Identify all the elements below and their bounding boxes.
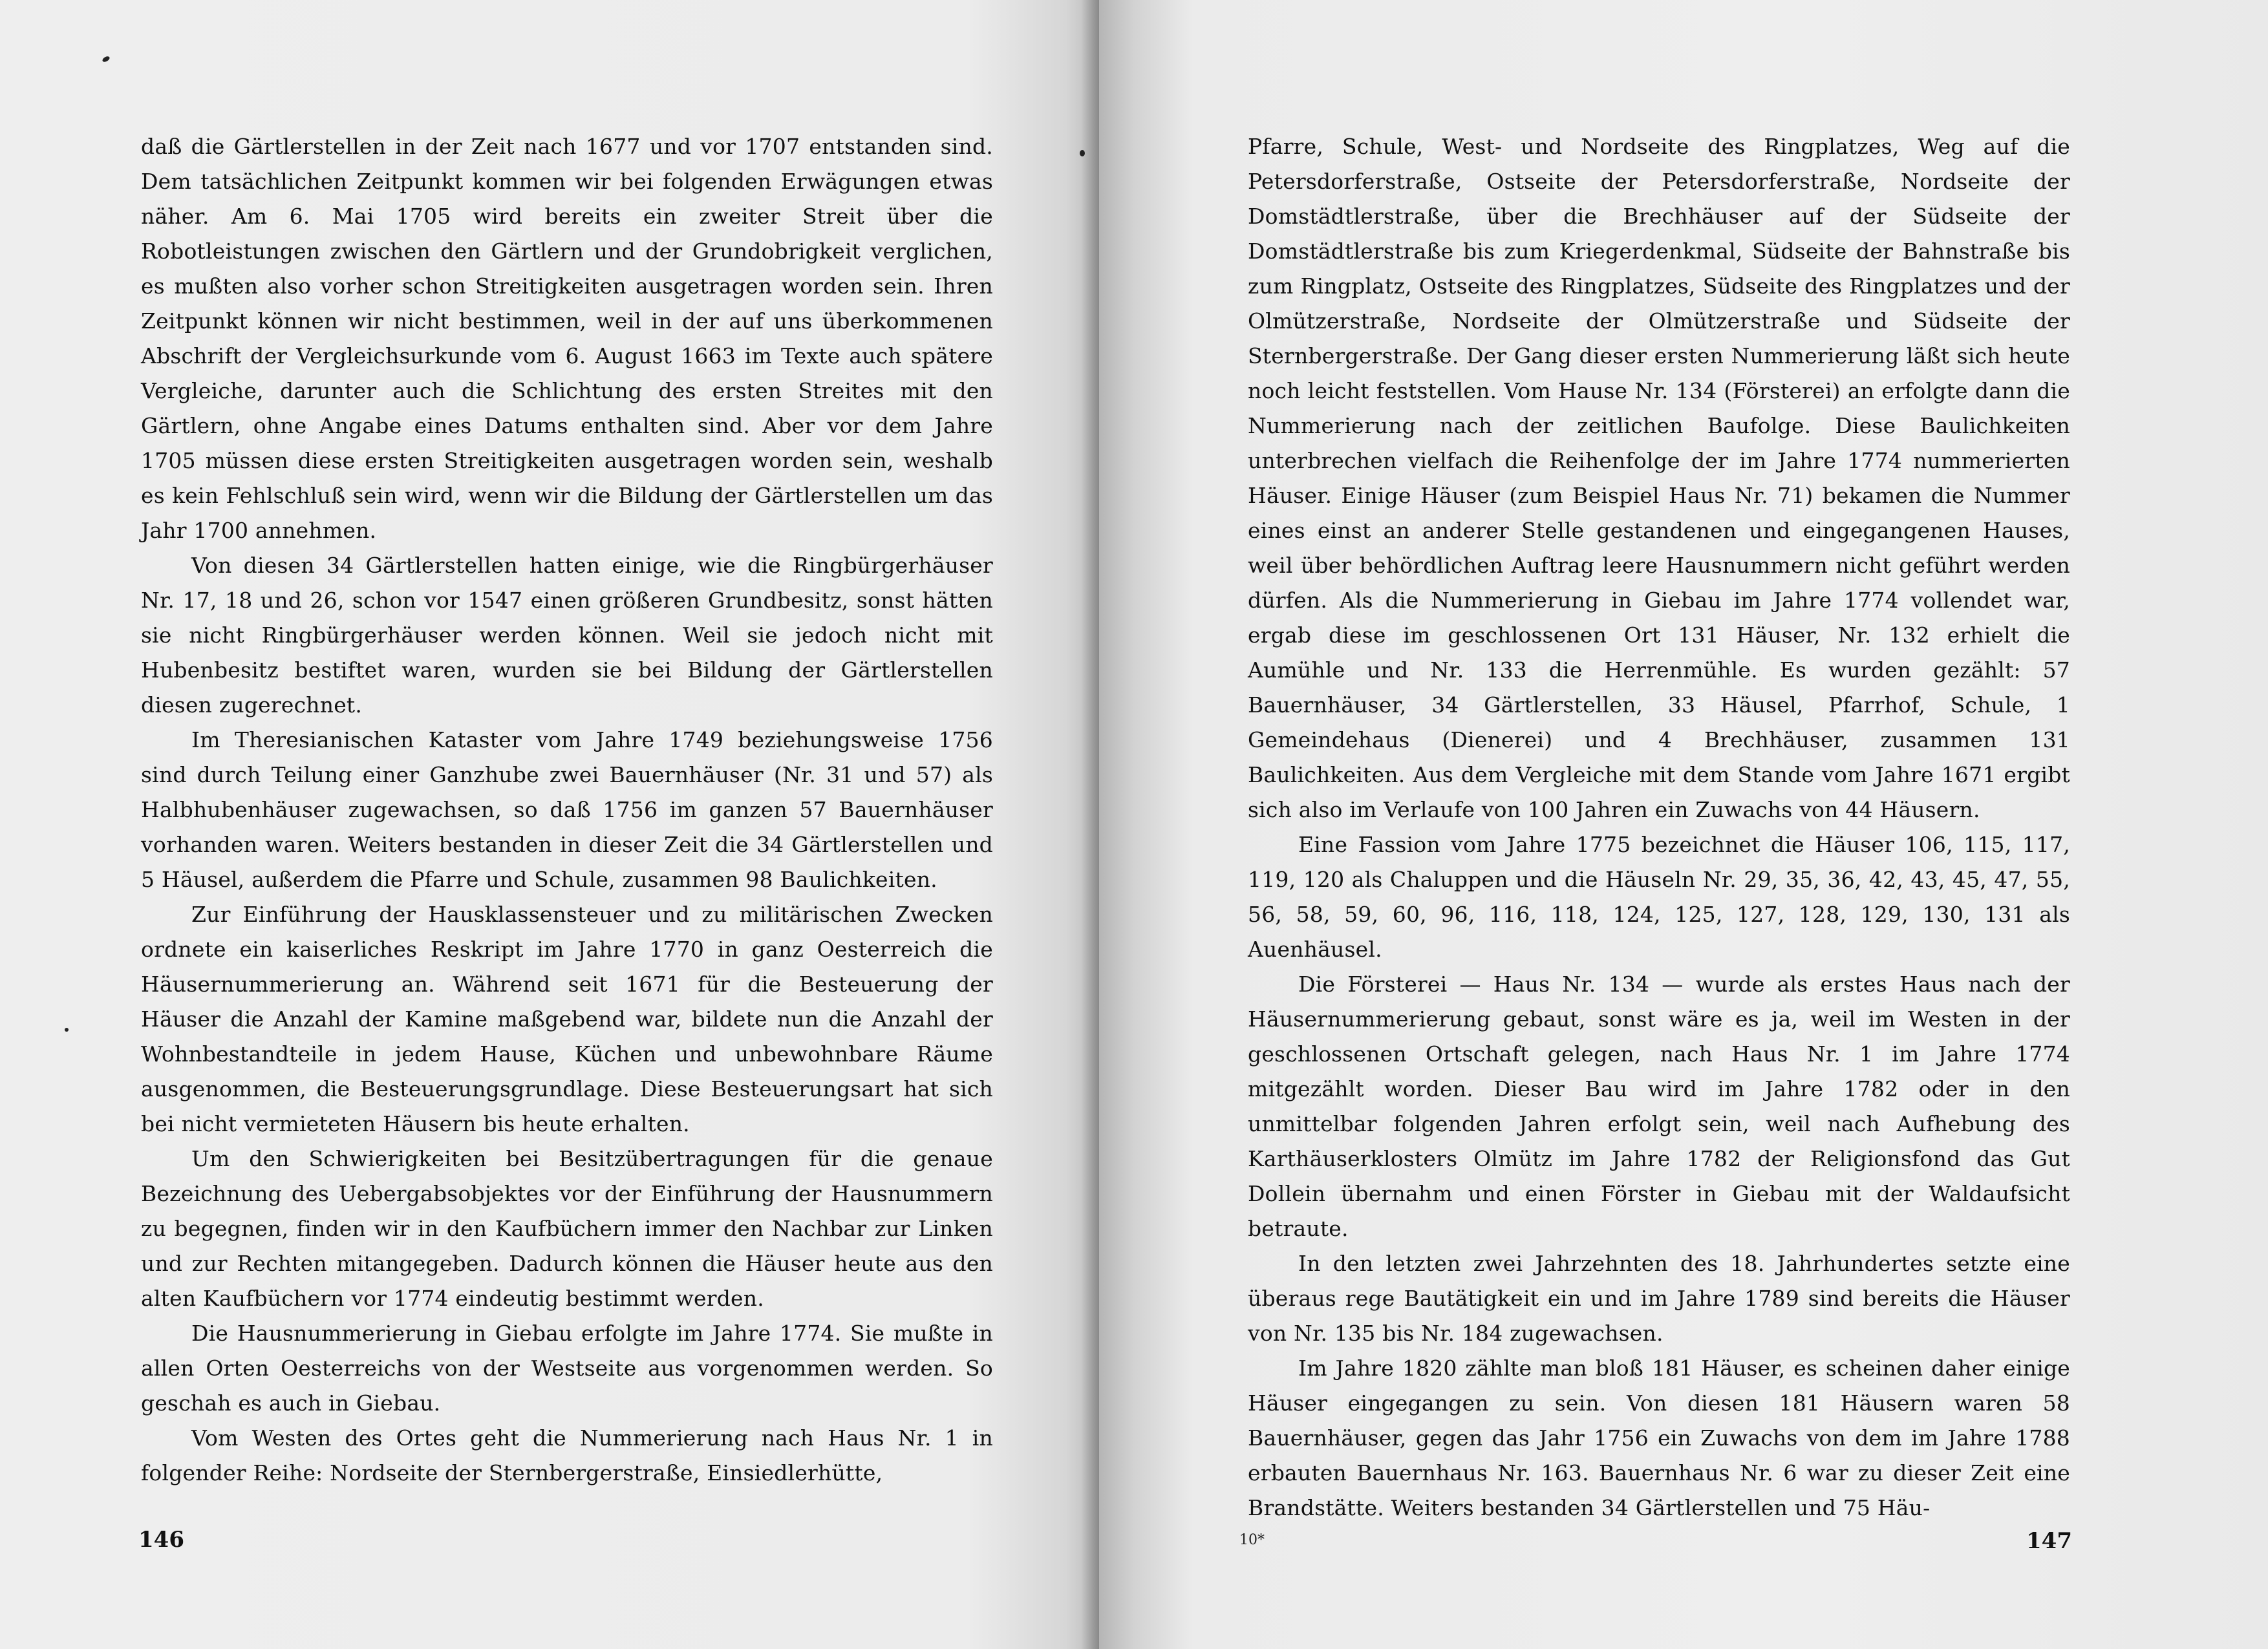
- paragraph: Vom Westen des Ortes geht die Nummerierung nach Haus Nr. 1 in folgender Reihe: Nordseite der Sternbergerstraße, Einsiedlerhütte,: [141, 1425, 993, 1485]
- paragraph: daß die Gärtlerstellen in der Zeit nach 1677 und vor 1707 entstanden sind. Dem tatsächlichen Zeitpunkt kommen wir bei folgenden Erwägungen etwas näher. Am 6. Mai 1705 wird bereits ein zweiter Streit über die Robotleistungen zwischen den Gärtlern und der Grundobrigkeit verglichen, es mußten also vorher schon Streitigkeiten ausgetragen worden sein. Ihren Zeitpunkt können wir nicht bestimmen, weil in der auf uns überkommenen Abschrift der Vergleichsurkunde vom 6. August 1663 im Texte auch spätere Vergleiche, darunter auch die Schlichtung des ersten Streites mit den Gärtlern, ohne Angabe eines Datums enthalten sind. Aber vor dem Jahre 1705 müssen diese ersten Streitigkeiten ausgetragen worden sein, weshalb es kein Fehlschluß sein wird, wenn wir die Bildung der Gärtlerstellen um das Jahr 1700 annehmen.: [141, 134, 993, 543]
- signature-mark: 10*: [1239, 1532, 1265, 1548]
- paragraph: In den letzten zwei Jahrzehnten des 18. Jahrhundertes setzte eine überaus rege Bautätigkeit ein und im Jahre 1789 sind bereits die Häuser von Nr. 135 bis Nr. 184 zugewachsen.: [1248, 1251, 2070, 1346]
- paragraph: Um den Schwierigkeiten bei Besitzübertragungen für die genaue Bezeichnung des Uebergabsobjektes vor der Einführung der Hausnummern zu begegnen, finden wir in den Kaufbüchern immer den Nachbar zur Linken und zur Rechten mitangegeben. Dadurch können die Häuser heute aus den alten Kaufbüchern vor 1774 eindeutig bestimmt werden.: [141, 1146, 993, 1311]
- page-number-right: 147: [2026, 1528, 2072, 1554]
- paragraph: Zur Einführung der Hausklassensteuer und zu militärischen Zwecken ordnete ein kaiserliches Reskript im Jahre 1770 in ganz Oesterreich die Häusernummerierung an. Während seit 1671 für die Besteuerung der Häuser die Anzahl der Kamine maßgebend war, bildete nun die Anzahl der Wohnbestandteile in jedem Hause, Küchen und unbewohnbare Räume ausgenommen, die Besteuerungsgrundlage. Diese Besteuerungsart hat sich bei nicht vermieteten Häusern bis heute erhalten.: [141, 902, 993, 1136]
- paragraph: Die Försterei — Haus Nr. 134 — wurde als erstes Haus nach der Häusernummerierung gebaut, sonst wäre es ja, weil im Westen in der geschlossenen Ortschaft gelegen, nach Haus Nr. 1 im Jahre 1774 mitgezählt worden. Dieser Bau wird im Jahre 1782 oder in den unmittelbar folgenden Jahren erfolgt sein, weil nach Aufhebung des Karthäuserklosters Olmütz im Jahre 1782 der Religionsfond das Gut Dollein übernahm und einen Förster in Giebau mit der Waldaufsicht betraute.: [1248, 972, 2070, 1241]
- paragraph: Die Hausnummerierung in Giebau erfolgte im Jahre 1774. Sie mußte in allen Orten Oesterreichs von der Westseite aus vorgenommen werden. So geschah es auch in Giebau.: [141, 1321, 993, 1416]
- paragraph: Im Theresianischen Kataster vom Jahre 1749 beziehungsweise 1756 sind durch Teilung einer Ganzhube zwei Bauernhäuser (Nr. 31 und 57) als Halbhubenhäuser zugewachsen, so daß 1756 im ganzen 57 Bauernhäuser vorhanden waren. Weiters bestanden in dieser Zeit die 34 Gärtlerstellen und 5 Häusel, außerdem die Pfarre und Schule, zusammen 98 Baulichkeiten.: [141, 727, 993, 892]
- right-page-body: [1248, 129, 2070, 1526]
- paragraph: Von diesen 34 Gärtlerstellen hatten einige, wie die Ringbürgerhäuser Nr. 17, 18 und 26, schon vor 1547 einen größeren Grundbesitz, sonst hätten sie nicht Ringbürgerhäuser werden können. Weil sie jedoch nicht mit Hubenbesitz bestiftet waren, wurden sie bei Bildung der Gärtlerstellen diesen zugerechnet.: [141, 553, 993, 718]
- ink-speck: [1080, 150, 1085, 156]
- left-page: [0, 0, 1099, 1649]
- left-page-body: [141, 129, 993, 1491]
- paragraph: Im Jahre 1820 zählte man bloß 181 Häuser, es scheinen daher einige Häuser eingegangen zu sein. Von diesen 181 Häusern waren 58 Bauernhäuser, gegen das Jahr 1756 ein Zuwachs von dem im Jahre 1788 erbauten Bauernhaus Nr. 163. Bauernhaus Nr. 6 war zu dieser Zeit eine Brandstätte. Weiters bestanden 34 Gärtlerstellen und 75 Häu-: [1248, 1356, 2070, 1520]
- right-page: [1099, 0, 2268, 1649]
- ink-speck: [102, 55, 111, 63]
- paragraph: Pfarre, Schule, West- und Nordseite des Ringplatzes, Weg auf die Petersdorferstraße, Ostseite der Petersdorferstraße, Nordseite der Domstädtlerstraße, über die Brechhäuser auf der Südseite der Domstädtlerstraße bis zum Kriegerdenkmal, Südseite der Bahnstraße bis zum Ringplatz, Ostseite des Ringplatzes, Südseite des Ringplatzes und der Olmützerstraße, Nordseite der Olmützerstraße und Südseite der Sternbergerstraße. Der Gang dieser ersten Nummerierung läßt sich heute noch leicht feststellen. Vom Hause Nr. 134 (Försterei) an erfolgte dann die Nummerierung nach der zeitlichen Baufolge. Diese Baulichkeiten unterbrechen vielfach die Reihenfolge der im Jahre 1774 nummerierten Häuser. Einige Häuser (zum Beispiel Haus Nr. 71) bekamen die Nummer eines einst an anderer Stelle gestandenen und eingegangenen Hauses, weil über behördlichen Auftrag leere Hausnummern nicht geführt werden dürfen. Als die Nummerierung in Giebau im Jahre 1774 vollendet war, ergab diese im geschlossenen Ort 131 Häuser, Nr. 132 erhielt die Aumühle und Nr. 133 die Herrenmühle. Es wurden gezählt: 57 Bauernhäuser, 34 Gärtlerstellen, 33 Häusel, Pfarrhof, Schule, 1 Gemeindehaus (Dienerei) und 4 Brechhäuser, zusammen 131 Baulichkeiten. Aus dem Vergleiche mit dem Stande vom Jahre 1671 ergibt sich also im Verlaufe von 100 Jahren ein Zuwachs von 44 Häusern.: [1248, 134, 2070, 822]
- ink-speck: [65, 1028, 69, 1032]
- paragraph: Eine Fassion vom Jahre 1775 bezeichnet die Häuser 106, 115, 117, 119, 120 als Chaluppen und die Häuseln Nr. 29, 35, 36, 42, 43, 45, 47, 55, 56, 58, 59, 60, 96, 116, 118, 124, 125, 127, 128, 129, 130, 131 als Auenhäusel.: [1248, 832, 2070, 962]
- page-number-left: 146: [138, 1527, 184, 1553]
